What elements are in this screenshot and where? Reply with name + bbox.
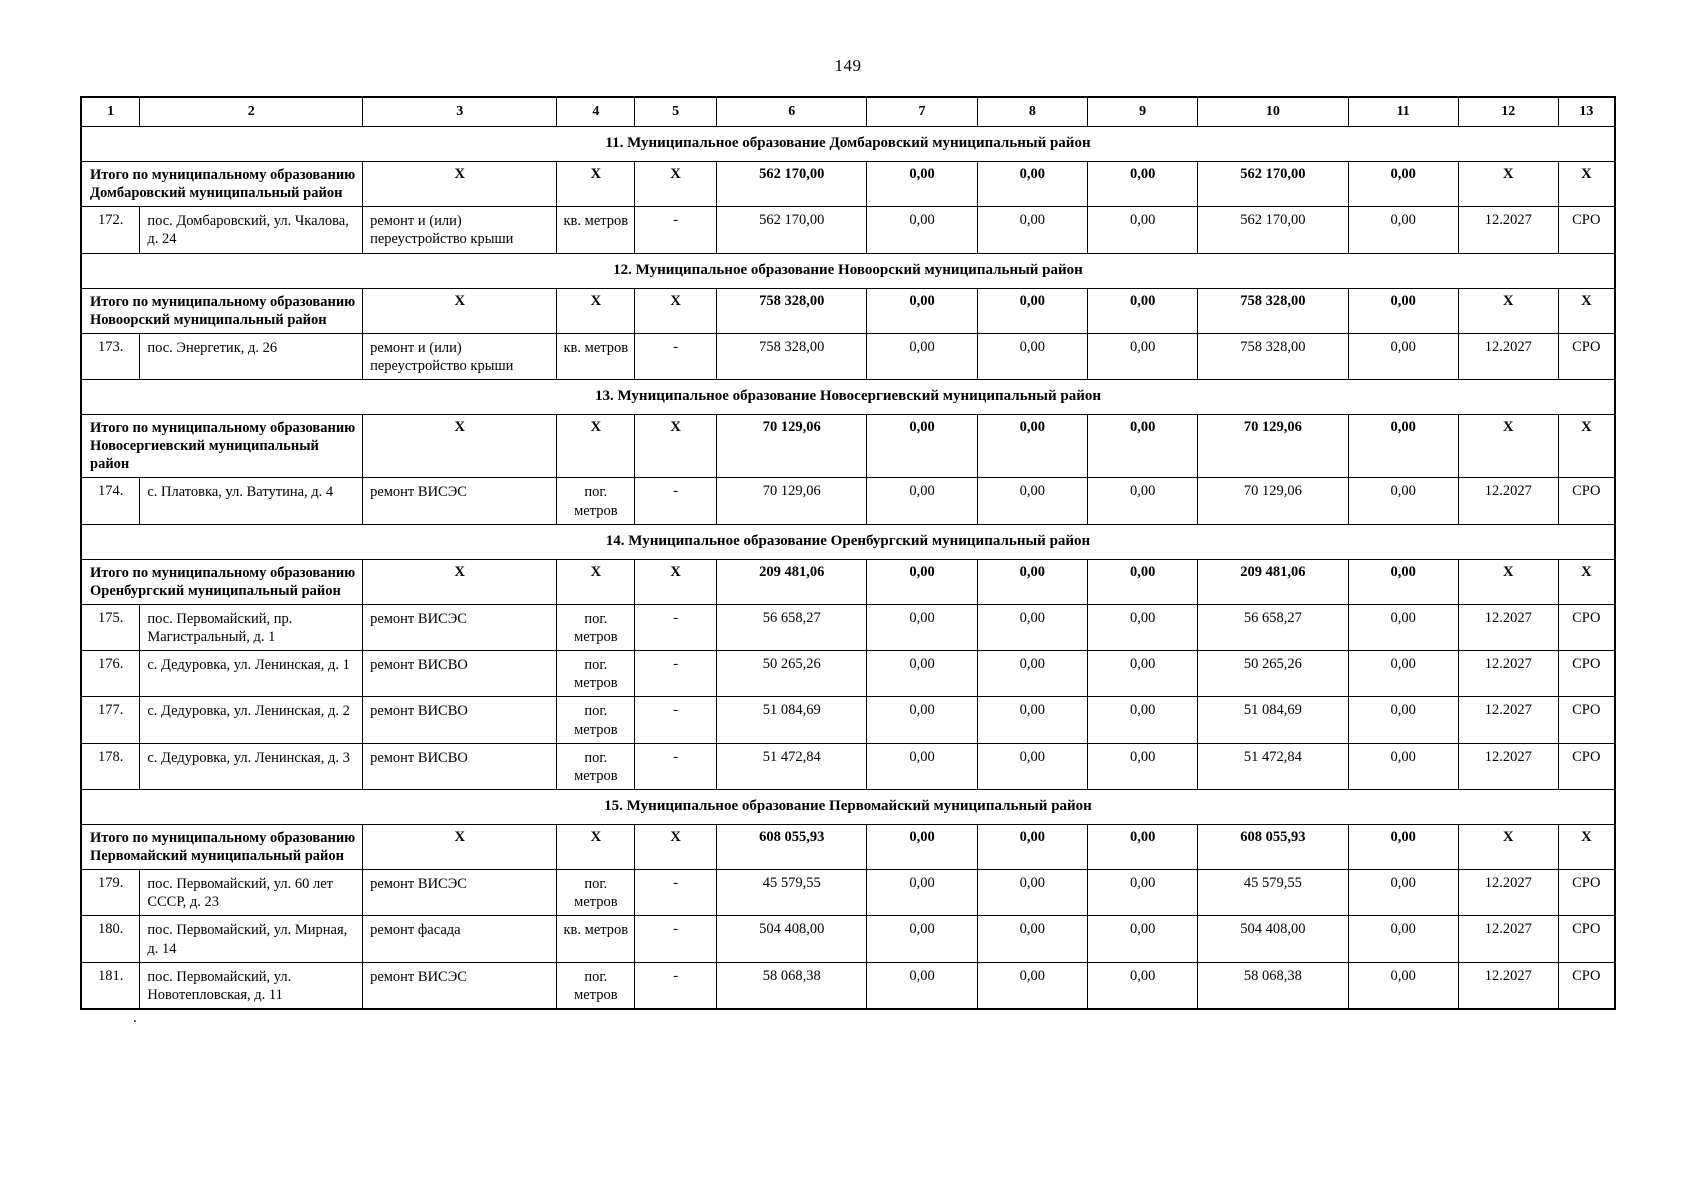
total-row-label: Итого по муниципальному образованию Оренбургский муниципальный район: [81, 559, 363, 604]
cell-c3: ремонт ВИСЭС: [363, 870, 557, 916]
cell-c2: с. Платовка, ул. Ватутина, д. 4: [140, 478, 363, 524]
cell-c5: -: [635, 207, 717, 253]
total-row: [81, 288, 1615, 333]
cell-c5: -: [635, 697, 717, 743]
section-header-label: 12. Муниципальное образование Новоорский муниципальный район: [81, 253, 1615, 288]
cell-c12: 12.2027: [1458, 743, 1558, 789]
cell-c9: 0,00: [1088, 697, 1198, 743]
cell-c7: 0,00: [867, 333, 977, 379]
column-number-cell: 2: [140, 97, 363, 127]
total-row-label: Итого по муниципальному образованию Новосергиевский муниципальный район: [81, 415, 363, 478]
cell-c6: 504 408,00: [717, 916, 867, 962]
total-cell-c4: X: [557, 415, 635, 478]
total-cell-c5: X: [635, 415, 717, 478]
cell-c6: 51 472,84: [717, 743, 867, 789]
cell-c12: 12.2027: [1458, 478, 1558, 524]
total-cell-c9: 0,00: [1088, 162, 1198, 207]
total-cell-c7: 0,00: [867, 288, 977, 333]
column-number-cell: 5: [635, 97, 717, 127]
cell-c8: 0,00: [977, 207, 1087, 253]
cell-c3: ремонт ВИСВО: [363, 697, 557, 743]
section-header-row: [81, 380, 1615, 415]
cell-c7: 0,00: [867, 207, 977, 253]
cell-c3: ремонт и (или) переустройство крыши: [363, 333, 557, 379]
total-cell-c13: X: [1558, 559, 1615, 604]
cell-c8: 0,00: [977, 870, 1087, 916]
section-header-row: [81, 789, 1615, 824]
total-row-label: Итого по муниципальному образованию Новоорский муниципальный район: [81, 288, 363, 333]
cell-c11: 0,00: [1348, 478, 1458, 524]
cell-c11: 0,00: [1348, 651, 1458, 697]
cell-c2: пос. Первомайский, ул. 60 лет СССР, д. 23: [140, 870, 363, 916]
cell-c6: 562 170,00: [717, 207, 867, 253]
total-cell-c13: X: [1558, 824, 1615, 869]
total-row: [81, 824, 1615, 869]
cell-c10: 504 408,00: [1198, 916, 1348, 962]
cell-c5: -: [635, 743, 717, 789]
table-row: [81, 333, 1615, 379]
total-cell-c6: 209 481,06: [717, 559, 867, 604]
column-number-cell: 8: [977, 97, 1087, 127]
cell-c11: 0,00: [1348, 333, 1458, 379]
total-cell-c13: X: [1558, 288, 1615, 333]
cell-c9: 0,00: [1088, 478, 1198, 524]
cell-c7: 0,00: [867, 916, 977, 962]
footer-mark: .: [133, 1010, 137, 1026]
total-cell-c3: X: [363, 824, 557, 869]
cell-c13: СРО: [1558, 743, 1615, 789]
cell-c9: 0,00: [1088, 333, 1198, 379]
cell-c11: 0,00: [1348, 697, 1458, 743]
cell-c2: пос. Первомайский, ул. Новотепловская, д. 11: [140, 962, 363, 1009]
repair-program-table: [80, 96, 1616, 1010]
cell-c1: 181.: [81, 962, 140, 1009]
cell-c8: 0,00: [977, 962, 1087, 1009]
total-cell-c3: X: [363, 415, 557, 478]
total-cell-c10: 209 481,06: [1198, 559, 1348, 604]
total-cell-c11: 0,00: [1348, 162, 1458, 207]
total-cell-c5: X: [635, 288, 717, 333]
table-row: [81, 962, 1615, 1009]
column-number-cell: 10: [1198, 97, 1348, 127]
cell-c1: 178.: [81, 743, 140, 789]
section-header-row: [81, 127, 1615, 162]
cell-c10: 51 084,69: [1198, 697, 1348, 743]
cell-c11: 0,00: [1348, 916, 1458, 962]
cell-c6: 70 129,06: [717, 478, 867, 524]
cell-c3: ремонт ВИСЭС: [363, 604, 557, 650]
column-number-cell: 1: [81, 97, 140, 127]
total-cell-c12: X: [1458, 824, 1558, 869]
cell-c2: пос. Первомайский, пр. Магистральный, д. 1: [140, 604, 363, 650]
cell-c12: 12.2027: [1458, 333, 1558, 379]
total-cell-c8: 0,00: [977, 415, 1087, 478]
cell-c10: 56 658,27: [1198, 604, 1348, 650]
column-number-cell: 7: [867, 97, 977, 127]
total-cell-c3: X: [363, 288, 557, 333]
cell-c12: 12.2027: [1458, 651, 1558, 697]
total-cell-c8: 0,00: [977, 162, 1087, 207]
total-cell-c7: 0,00: [867, 415, 977, 478]
cell-c6: 56 658,27: [717, 604, 867, 650]
section-header-row: [81, 524, 1615, 559]
total-cell-c6: 70 129,06: [717, 415, 867, 478]
cell-c2: с. Дедуровка, ул. Ленинская, д. 2: [140, 697, 363, 743]
total-cell-c12: X: [1458, 288, 1558, 333]
cell-c1: 175.: [81, 604, 140, 650]
total-cell-c9: 0,00: [1088, 415, 1198, 478]
cell-c2: с. Дедуровка, ул. Ленинская, д. 1: [140, 651, 363, 697]
column-number-cell: 11: [1348, 97, 1458, 127]
cell-c13: СРО: [1558, 207, 1615, 253]
cell-c12: 12.2027: [1458, 604, 1558, 650]
total-row-label: Итого по муниципальному образованию Первомайский муниципальный район: [81, 824, 363, 869]
cell-c7: 0,00: [867, 962, 977, 1009]
cell-c7: 0,00: [867, 697, 977, 743]
section-header-label: 14. Муниципальное образование Оренбургский муниципальный район: [81, 524, 1615, 559]
cell-c5: -: [635, 604, 717, 650]
cell-c8: 0,00: [977, 697, 1087, 743]
column-number-cell: 3: [363, 97, 557, 127]
total-cell-c7: 0,00: [867, 162, 977, 207]
cell-c4: пог. метров: [557, 962, 635, 1009]
cell-c6: 45 579,55: [717, 870, 867, 916]
table-row: [81, 743, 1615, 789]
cell-c11: 0,00: [1348, 962, 1458, 1009]
table-row: [81, 870, 1615, 916]
column-number-cell: 6: [717, 97, 867, 127]
section-header-label: 11. Муниципальное образование Домбаровский муниципальный район: [81, 127, 1615, 162]
total-cell-c9: 0,00: [1088, 559, 1198, 604]
table-body: [81, 97, 1615, 1009]
cell-c4: кв. метров: [557, 333, 635, 379]
total-row: [81, 415, 1615, 478]
total-cell-c13: X: [1558, 415, 1615, 478]
cell-c9: 0,00: [1088, 604, 1198, 650]
cell-c7: 0,00: [867, 870, 977, 916]
cell-c5: -: [635, 962, 717, 1009]
total-cell-c4: X: [557, 559, 635, 604]
column-number-row: [81, 97, 1615, 127]
cell-c9: 0,00: [1088, 870, 1198, 916]
cell-c1: 180.: [81, 916, 140, 962]
cell-c9: 0,00: [1088, 651, 1198, 697]
total-cell-c5: X: [635, 162, 717, 207]
total-cell-c5: X: [635, 824, 717, 869]
cell-c3: ремонт ВИСЭС: [363, 478, 557, 524]
column-number-cell: 4: [557, 97, 635, 127]
cell-c13: СРО: [1558, 651, 1615, 697]
cell-c7: 0,00: [867, 604, 977, 650]
cell-c4: пог. метров: [557, 651, 635, 697]
cell-c8: 0,00: [977, 604, 1087, 650]
total-cell-c10: 70 129,06: [1198, 415, 1348, 478]
total-cell-c10: 758 328,00: [1198, 288, 1348, 333]
total-cell-c12: X: [1458, 415, 1558, 478]
cell-c9: 0,00: [1088, 207, 1198, 253]
cell-c5: -: [635, 870, 717, 916]
total-row: [81, 559, 1615, 604]
cell-c2: пос. Первомайский, ул. Мирная, д. 14: [140, 916, 363, 962]
cell-c12: 12.2027: [1458, 962, 1558, 1009]
cell-c10: 562 170,00: [1198, 207, 1348, 253]
cell-c12: 12.2027: [1458, 870, 1558, 916]
cell-c1: 173.: [81, 333, 140, 379]
table-row: [81, 651, 1615, 697]
cell-c4: пог. метров: [557, 743, 635, 789]
total-row: [81, 162, 1615, 207]
cell-c6: 50 265,26: [717, 651, 867, 697]
cell-c2: пос. Энергетик, д. 26: [140, 333, 363, 379]
cell-c12: 12.2027: [1458, 697, 1558, 743]
cell-c10: 45 579,55: [1198, 870, 1348, 916]
total-cell-c7: 0,00: [867, 824, 977, 869]
table-container: [80, 96, 1616, 1010]
cell-c6: 58 068,38: [717, 962, 867, 1009]
cell-c8: 0,00: [977, 743, 1087, 789]
cell-c4: пог. метров: [557, 478, 635, 524]
total-cell-c9: 0,00: [1088, 288, 1198, 333]
cell-c3: ремонт и (или) переустройство крыши: [363, 207, 557, 253]
cell-c1: 176.: [81, 651, 140, 697]
cell-c11: 0,00: [1348, 870, 1458, 916]
cell-c6: 51 084,69: [717, 697, 867, 743]
cell-c1: 172.: [81, 207, 140, 253]
cell-c6: 758 328,00: [717, 333, 867, 379]
cell-c5: -: [635, 478, 717, 524]
cell-c13: СРО: [1558, 333, 1615, 379]
total-cell-c11: 0,00: [1348, 288, 1458, 333]
total-cell-c13: X: [1558, 162, 1615, 207]
cell-c7: 0,00: [867, 478, 977, 524]
table-row: [81, 207, 1615, 253]
total-cell-c11: 0,00: [1348, 559, 1458, 604]
table-row: [81, 697, 1615, 743]
cell-c13: СРО: [1558, 916, 1615, 962]
total-cell-c12: X: [1458, 162, 1558, 207]
cell-c8: 0,00: [977, 916, 1087, 962]
section-header-row: [81, 253, 1615, 288]
cell-c13: СРО: [1558, 604, 1615, 650]
table-row: [81, 916, 1615, 962]
cell-c10: 58 068,38: [1198, 962, 1348, 1009]
total-cell-c6: 758 328,00: [717, 288, 867, 333]
section-header-label: 15. Муниципальное образование Первомайский муниципальный район: [81, 789, 1615, 824]
cell-c2: с. Дедуровка, ул. Ленинская, д. 3: [140, 743, 363, 789]
cell-c8: 0,00: [977, 333, 1087, 379]
cell-c9: 0,00: [1088, 916, 1198, 962]
cell-c8: 0,00: [977, 651, 1087, 697]
total-row-label: Итого по муниципальному образованию Домбаровский муниципальный район: [81, 162, 363, 207]
total-cell-c8: 0,00: [977, 559, 1087, 604]
cell-c3: ремонт ВИСВО: [363, 651, 557, 697]
total-cell-c4: X: [557, 288, 635, 333]
cell-c10: 70 129,06: [1198, 478, 1348, 524]
cell-c5: -: [635, 916, 717, 962]
cell-c11: 0,00: [1348, 743, 1458, 789]
cell-c1: 174.: [81, 478, 140, 524]
column-number-cell: 12: [1458, 97, 1558, 127]
table-row: [81, 478, 1615, 524]
cell-c3: ремонт ВИСЭС: [363, 962, 557, 1009]
total-cell-c4: X: [557, 824, 635, 869]
cell-c11: 0,00: [1348, 207, 1458, 253]
cell-c13: СРО: [1558, 962, 1615, 1009]
cell-c8: 0,00: [977, 478, 1087, 524]
total-cell-c10: 562 170,00: [1198, 162, 1348, 207]
cell-c1: 177.: [81, 697, 140, 743]
cell-c9: 0,00: [1088, 962, 1198, 1009]
table-row: [81, 604, 1615, 650]
cell-c4: пог. метров: [557, 870, 635, 916]
total-cell-c11: 0,00: [1348, 415, 1458, 478]
total-cell-c5: X: [635, 559, 717, 604]
cell-c10: 50 265,26: [1198, 651, 1348, 697]
cell-c4: пог. метров: [557, 697, 635, 743]
total-cell-c6: 608 055,93: [717, 824, 867, 869]
cell-c9: 0,00: [1088, 743, 1198, 789]
cell-c4: кв. метров: [557, 916, 635, 962]
total-cell-c11: 0,00: [1348, 824, 1458, 869]
cell-c7: 0,00: [867, 651, 977, 697]
total-cell-c3: X: [363, 559, 557, 604]
section-header-label: 13. Муниципальное образование Новосергиевский муниципальный район: [81, 380, 1615, 415]
total-cell-c4: X: [557, 162, 635, 207]
cell-c4: кв. метров: [557, 207, 635, 253]
cell-c13: СРО: [1558, 478, 1615, 524]
cell-c10: 758 328,00: [1198, 333, 1348, 379]
cell-c3: ремонт ВИСВО: [363, 743, 557, 789]
total-cell-c10: 608 055,93: [1198, 824, 1348, 869]
cell-c12: 12.2027: [1458, 916, 1558, 962]
cell-c7: 0,00: [867, 743, 977, 789]
cell-c5: -: [635, 333, 717, 379]
total-cell-c6: 562 170,00: [717, 162, 867, 207]
total-cell-c7: 0,00: [867, 559, 977, 604]
column-number-cell: 13: [1558, 97, 1615, 127]
cell-c10: 51 472,84: [1198, 743, 1348, 789]
cell-c3: ремонт фасада: [363, 916, 557, 962]
total-cell-c8: 0,00: [977, 288, 1087, 333]
cell-c11: 0,00: [1348, 604, 1458, 650]
cell-c13: СРО: [1558, 870, 1615, 916]
cell-c12: 12.2027: [1458, 207, 1558, 253]
column-number-cell: 9: [1088, 97, 1198, 127]
total-cell-c9: 0,00: [1088, 824, 1198, 869]
total-cell-c3: X: [363, 162, 557, 207]
page-number: 149: [834, 56, 862, 75]
cell-c5: -: [635, 651, 717, 697]
total-cell-c12: X: [1458, 559, 1558, 604]
cell-c2: пос. Домбаровский, ул. Чкалова, д. 24: [140, 207, 363, 253]
cell-c4: пог. метров: [557, 604, 635, 650]
total-cell-c8: 0,00: [977, 824, 1087, 869]
cell-c1: 179.: [81, 870, 140, 916]
cell-c13: СРО: [1558, 697, 1615, 743]
